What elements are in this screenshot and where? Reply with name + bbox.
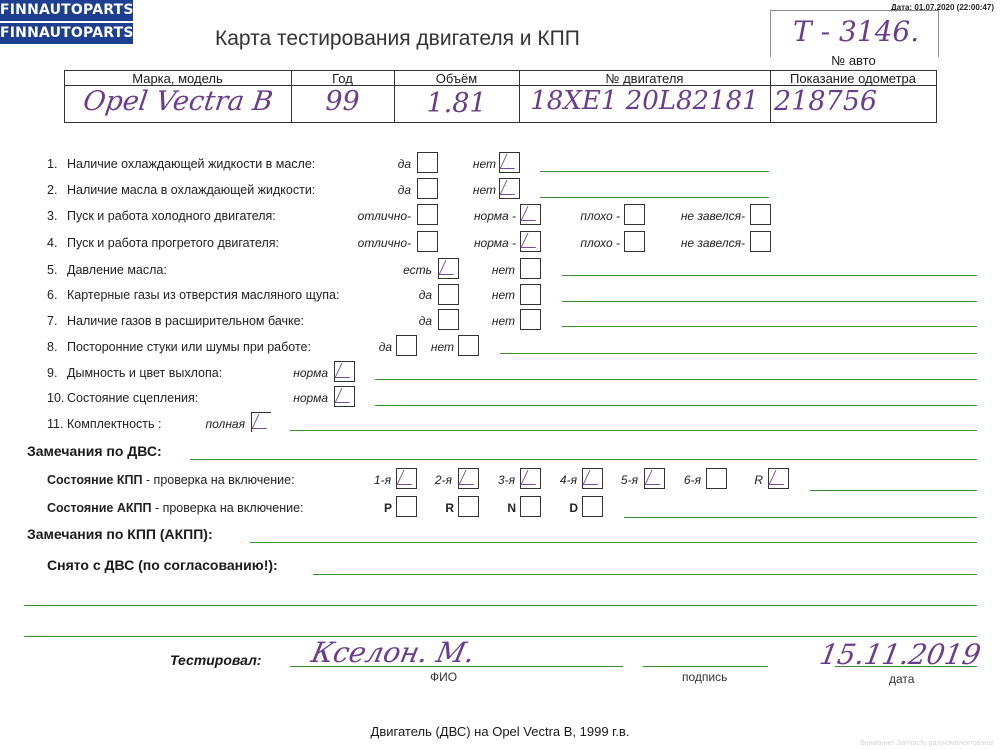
kpp-remarks-label: Замечания по КПП (АКПП): [27,526,213,542]
q10-option-normal-checkbox[interactable] [334,386,355,407]
header-engine-number: № двигателя [605,71,684,86]
q2-option-no-checkbox[interactable] [499,178,520,199]
kpp-gear-1-checkbox[interactable] [396,468,417,489]
q10-option-normal-label: норма [293,391,328,405]
header-odometer: Показание одометра [789,71,916,86]
date-handwritten: 15.11.2019 [817,638,984,671]
kpp-gear-3-checkbox[interactable] [520,468,541,489]
q1-option-no-label: нет [472,157,496,171]
q11-comment-line[interactable] [290,430,977,431]
question-2: 2. Наличие масла в охлаждающей жидкости: [47,183,316,197]
q3-option-bad-label: плохо - [580,209,620,223]
kpp-gear-4-checkbox[interactable] [582,468,603,489]
page-title: Карта тестирования двигателя и КПП [215,27,580,50]
q3-option-no-start-checkbox[interactable] [750,204,771,225]
question-9: 9. Дымность и цвет выхлопа: [47,366,223,380]
value-odometer: 218756 [774,86,878,117]
date-field-label: дата [889,672,915,686]
q4-option-no-start-label: не завелся- [680,236,745,250]
removed-line[interactable] [313,574,977,575]
q4-option-normal-checkbox[interactable] [520,231,541,252]
fio-line[interactable] [290,666,623,667]
date-stamp: Дата: 01.07.2020 (22:00:47) [890,3,994,12]
image-caption: Двигатель (ДВС) на Opel Vectra B, 1999 г.в. [370,724,630,739]
watermark: Внимание! Запчасть разукомплектована! [860,740,994,747]
q4-option-excellent-label: отлично- [357,236,411,250]
kpp-gear-r-checkbox[interactable] [768,468,789,489]
removed-line-2[interactable] [24,605,977,606]
brand-logo-top: FINNAUTOPARTS [0,0,133,21]
q7-comment-line[interactable] [562,326,977,327]
value-volume: 1.81 [426,88,487,119]
akpp-gear-n-checkbox[interactable] [520,496,541,517]
q7-option-yes-label: да [418,314,432,328]
q3-option-no-start-label: не завелся- [680,209,745,223]
akpp-gear-p-checkbox[interactable] [396,496,417,517]
kpp-gear-6-label: 6-я [683,473,701,487]
header-year: Год [332,71,353,86]
question-3: 3. Пуск и работа холодного двигателя: [47,209,276,223]
q5-option-yes-label: есть [403,263,432,277]
engine-remarks-label: Замечания по ДВС: [27,443,162,459]
header-volume: Объём [435,71,478,86]
q2-option-no-label: нет [472,183,496,197]
fio-label: ФИО [430,670,458,684]
value-year: 99 [325,86,360,117]
akpp-gear-r-label: R [445,501,454,515]
kpp-gear-6-checkbox[interactable] [706,468,727,489]
q1-comment-line[interactable] [540,171,769,172]
q5-option-yes-checkbox[interactable] [438,258,459,279]
kpp-gear-3-label: 3-я [497,473,515,487]
kpp-gear-5-checkbox[interactable] [644,468,665,489]
q8-option-no-label: нет [430,340,454,354]
q9-option-normal-label: норма [293,366,328,380]
kpp-comment-line[interactable] [810,490,977,491]
tested-by-label: Тестировал: [170,652,262,668]
signature-line[interactable] [643,666,768,667]
q6-option-no-label: нет [491,288,515,302]
question-7: 7. Наличие газов в расширительном бачке: [47,314,305,328]
q11-option-full-checkbox[interactable] [251,412,271,432]
removed-line-3[interactable] [24,636,977,637]
kpp-gear-2-checkbox[interactable] [458,468,479,489]
akpp-label: Состояние АКПП - проверка на включение: [47,501,304,515]
q1-option-yes-label: да [397,157,411,171]
engine-remarks-line[interactable] [190,459,977,460]
value-engine-number: 18XE1 20L82181 [530,86,759,116]
q6-comment-line[interactable] [562,301,977,302]
removed-label: Снято с ДВС (по согласованию!): [47,557,278,573]
q4-option-bad-label: плохо - [580,236,620,250]
question-8: 8. Посторонние стуки или шумы при работе: [47,340,311,354]
kpp-gear-2-label: 2-я [434,473,452,487]
q5-comment-line[interactable] [562,275,977,276]
akpp-gear-d-checkbox[interactable] [582,496,603,517]
q4-option-normal-label: норма - [473,236,516,250]
q3-option-excellent-label: отлично- [357,209,411,223]
question-1: 1. Наличие охлаждающей жидкости в масле: [47,157,316,171]
q7-option-yes-checkbox[interactable] [438,309,459,330]
sign-label: подпись [682,670,728,684]
akpp-gear-d-label: D [569,501,578,515]
q1-option-yes-checkbox[interactable] [417,152,438,173]
header-model: Марка, модель [132,71,223,86]
q4-option-excellent-checkbox[interactable] [417,231,438,252]
q8-option-no-checkbox[interactable] [458,335,479,356]
value-model: Opel Vectra B [81,86,275,117]
kpp-remarks-line[interactable] [250,542,977,543]
q6-option-no-checkbox[interactable] [520,284,541,305]
q6-option-yes-label: да [418,288,432,302]
akpp-gear-r-checkbox[interactable] [458,496,479,517]
q2-option-yes-label: да [397,183,411,197]
kpp-gear-1-label: 1-я [373,473,391,487]
q3-option-normal-label: норма - [473,209,516,223]
q2-comment-line[interactable] [540,197,769,198]
q5-option-no-label: нет [491,263,515,277]
q9-comment-line[interactable] [375,379,977,380]
kpp-gear-4-label: 4-я [559,473,577,487]
question-6: 6. Картерные газы из отверстия масляного щупа: [47,288,340,302]
q7-option-no-checkbox[interactable] [520,309,541,330]
q8-option-yes-label: да [378,340,392,354]
q2-option-yes-checkbox[interactable] [417,178,438,199]
brand-logo-bottom: FINNAUTOPARTS [0,23,133,44]
kpp-label: Состояние КПП - проверка на включение: [47,473,295,487]
test-number-box [770,10,939,57]
tester-name-handwritten: Кселон. М. [308,636,478,669]
q6-option-yes-checkbox[interactable] [438,284,459,305]
q8-comment-line[interactable] [500,353,977,354]
akpp-comment-line[interactable] [624,517,977,518]
q3-option-excellent-checkbox[interactable] [417,204,438,225]
question-5: 5. Давление масла: [47,263,167,277]
q4-option-no-start-checkbox[interactable] [750,231,771,252]
q5-option-no-checkbox[interactable] [520,258,541,279]
q4-option-bad-checkbox[interactable] [624,231,645,252]
avto-label: № авто [831,53,876,68]
q1-option-no-checkbox[interactable] [499,152,520,173]
question-10: 10. Состояние сцепления: [47,391,199,405]
q3-option-bad-checkbox[interactable] [624,204,645,225]
question-11: 11. Комплектность : [47,417,162,431]
test-number: T - 3146. [793,15,920,48]
question-4: 4. Пуск и работа прогретого двигателя: [47,236,279,250]
q8-option-yes-checkbox[interactable] [396,335,417,356]
q7-option-no-label: нет [491,314,515,328]
q10-comment-line[interactable] [375,405,977,406]
kpp-gear-r-label: R [754,473,763,487]
q3-option-normal-checkbox[interactable] [520,204,541,225]
q9-option-normal-checkbox[interactable] [334,361,355,382]
akpp-gear-p-label: P [383,501,392,515]
akpp-gear-n-label: N [507,501,516,515]
q11-option-full-label: полная [205,417,245,431]
kpp-gear-5-label: 5-я [620,473,638,487]
